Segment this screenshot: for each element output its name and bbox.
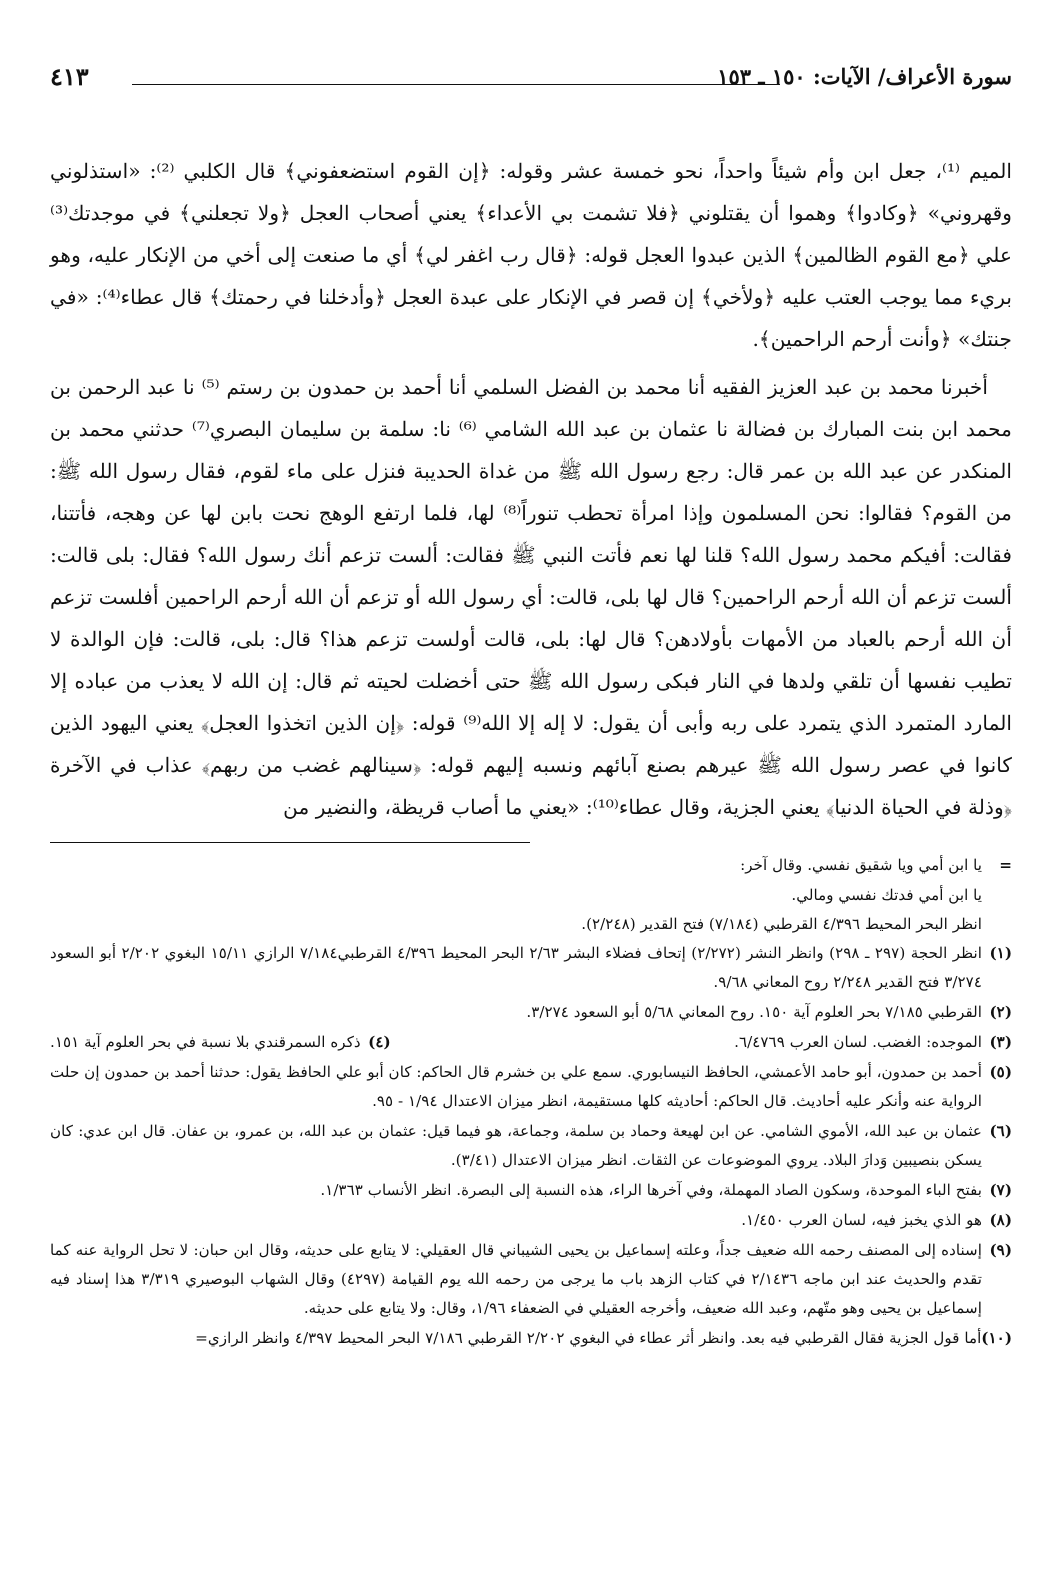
footnote-label: (٩) <box>989 1241 1012 1259</box>
footnote-divider <box>50 842 530 843</box>
footnote-text: إسناده إلى المصنف رحمه الله ضعيف جداً، وعلته إسماعيل بن يحيى الشيباني قال العقيلي: لا يتابع على حديثه، وقال ابن حبان: لا تحل الرواية عنه كما تقدم والحديث عند ابن ماجه ٢/١٤٣٦ في كتاب الزهد باب ما يرجى من رحمه الله يوم القيامة (٤٢٩٧) وقال الشهاب البوصيري ٣/٣١٩ هذا إسناد فيه إسماعيل بن يحيى وهو متّهم، وعبد الله ضعيف، وأخرجه العقيلي في الضعفاء ١/٩٦، وقال: ولا يتابع على حديثه. <box>50 1241 982 1317</box>
footnote-9 <box>50 1236 1012 1323</box>
running-title: سورة الأعراف/ الآيات: ١٥٠ ـ ١٥٣ <box>717 64 1012 89</box>
footnote-label: (٨) <box>989 1211 1012 1229</box>
footnote-label: (٤) <box>368 1033 391 1051</box>
footnote-text: القرطبي ٧/١٨٥ بحر العلوم آية ١٥٠. روح المعاني ٥/٦٨ أبو السعود ٣/٢٧٤. <box>526 1003 982 1021</box>
footnote-text: انظر الحجة (٢٩٧ ـ ٢٩٨) وانظر النشر (٢/٢٧٢) إتحاف فضلاء البشر ٢/٦٣ البحر المحيط ٤/٣٩٦ القرطبي٧/١٨٤ الرازي ١٥/١١ البغوي ٢/٢٠٢ أبو السعود ٣/٢٧٤ فتح القدير ٢/٢٤٨ روح المعاني ٩/٦٨. <box>50 944 983 991</box>
footnote-3 <box>734 1028 1012 1057</box>
footnote-label: (٦) <box>989 1122 1012 1140</box>
footnote-line: يا ابن أمي فدتك نفسي ومالي. <box>791 886 982 904</box>
page-number: ٤١٣ <box>50 62 89 91</box>
footnote-text: أحمد بن حمدون، أبو حامد الأعمشي، الحافظ النيسابوري. سمع علي بن خشرم قال الحاكم: كان أبو علي الحافظ يقول: حدثنا أحمد بن حمدون إن حلت الرواية عنه وأنكر عليه أحاديث. قال الحاكم: أحاديثه كلها مستقيمة، انظر ميزان الاعتدال ١/٩٤ - ٩٥. <box>50 1063 982 1110</box>
footnote-10 <box>50 1324 1012 1353</box>
footnote-pair-3-4 <box>50 1028 1012 1057</box>
footnote-label: = <box>999 856 1012 874</box>
footnote-label: (٥) <box>989 1063 1012 1081</box>
footnote-label: (٢) <box>989 1003 1012 1021</box>
footnote-continuation <box>50 851 1012 880</box>
footnote-label: (٣) <box>989 1033 1012 1051</box>
footnote-1 <box>50 939 1012 997</box>
footnote-text: الموجده: الغضب. لسان العرب ٦/٤٧٦٩. <box>734 1033 982 1051</box>
footnote-text: بفتح الباء الموحدة، وسكون الصاد المهملة، وفي آخرها الراء، هذه النسبة إلى البصرة. انظر الأنساب ١/٣٦٣. <box>320 1181 982 1199</box>
footnote-6 <box>50 1117 1012 1175</box>
footnote-label: (٧) <box>989 1181 1012 1199</box>
main-text <box>50 150 1012 828</box>
paragraph: الميم ⁽¹⁾، جعل ابن وأم شيئاً واحداً، نحو خمسة عشر وقوله: ﴿إن القوم استضعفوني﴾ قال الكلبي ⁽²⁾: «استذلوني وقهروني» ﴿وكادوا﴾ وهموا أن يقتلوني ﴿فلا تشمت بي الأعداء﴾ يعني أصحاب العجل ﴿ولا تجعلني﴾ في موجدتك⁽³⁾ علي ﴿مع القوم الظالمين﴾ الذين عبدوا العجل قوله: ﴿قال رب اغفر لي﴾ أي ما صنعت إلى أخي من الإنكار عليه، وهو بريء مما يوجب العتب عليه ﴿ولأخي﴾ إن قصر في الإنكار على عبدة العجل ﴿وأدخلنا في رحمتك﴾ قال عطاء⁽⁴⁾: «في جنتك» ﴿وأنت أرحم الراحمين﴾. <box>50 159 1012 351</box>
footnote-8 <box>50 1206 1012 1235</box>
footnotes <box>50 851 1012 1353</box>
book-page <box>50 62 1012 1354</box>
footnote-7 <box>50 1176 1012 1205</box>
footnote-4 <box>50 1028 391 1057</box>
paragraph: أخبرنا محمد بن عبد العزيز الفقيه أنا محمد بن الفضل السلمي أنا أحمد بن حمدون بن رستم ⁽⁵⁾ نا عبد الرحمن بن محمد ابن بنت المبارك بن فضالة نا عثمان بن عبد الله الشامي ⁽⁶⁾ نا: سلمة بن سليمان البصري⁽⁷⁾ حدثني محمد بن المنكدر عن عبد الله بن عمر قال: رجع رسول الله ﷺ من غداة الحديبة فنزل على ماء لقوم، فقال رسول الله ﷺ: من القوم؟ فقالوا: نحن المسلمون وإذا امرأة تحطب تنوراً⁽⁸⁾ لها، فلما ارتفع الوهج نحت بابن لها عن وهجه، فأتتنا، فقالت: أفيكم محمد رسول الله؟ قلنا لها نعم فأتت النبي ﷺ فقالت: ألست تزعم أنك رسول الله؟ فقال: بلى قالت: ألست تزعم أن الله أرحم الراحمين؟ قال لها بلى، قالت: أي رسول الله أو تزعم أن الله أرحم الراحمين أفلست تزعم أن الله أرحم بالعباد من الأمهات بأولادهن؟ قال لها: بلى، قالت أولست تزعم هذا؟ قال: بلى، قالت: فإن الوالدة لا تطيب نفسها أن تلقي ولدها في النار فبكى رسول الله ﷺ حتى أخضلت لحيته ثم قال: إن الله لا يعذب من عباده إلا المارد المتمرد الذي يتمرد على ربه وأبى أن يقول: لا إله إلا الله⁽⁹⁾ قوله: ﴿إن الذين اتخذوا العجل﴾ يعني اليهود الذين كانوا في عصر رسول الله ﷺ عيرهم بصنع آبائهم ونسبه إليهم قوله: ﴿سينالهم غضب من ربهم﴾ عذاب في الآخرة ﴿وذلة في الحياة الدنيا﴾ يعني الجزية، وقال عطاء⁽¹⁰⁾: «يعني ما أصاب قريظة، والنضير من <box>50 375 1013 819</box>
footnote-5 <box>50 1058 1012 1116</box>
footnote-label: (١) <box>989 944 1012 962</box>
footnote-text: عثمان بن عبد الله، الأموي الشامي. عن ابن لهيعة وحماد بن سلمة، وجماعة، هو فيما قيل: عثمان بن عبد الله، بن عمرو، بن عفان. قال ابن عدي: كان يسكن بنصيبين وَدارَ البلاد. يروي الموضوعات عن الثقات. انظر ميزان الاعتدال (٣/٤١). <box>50 1122 982 1169</box>
header-rule <box>132 84 780 85</box>
footnote-line: انظر البحر المحيط ٤/٣٩٦ القرطبي (٧/١٨٤) فتح القدير (٢/٢٤٨). <box>581 915 982 933</box>
footnote-text: يا ابن أمي ويا شقيق نفسي. وقال آخر: <box>740 856 982 874</box>
footnote-text: ذكره السمرقندي بلا نسبة في بحر العلوم آية ١٥١. <box>50 1033 361 1051</box>
footnote-label: (١٠) <box>981 1329 1012 1347</box>
footnote-2 <box>50 998 1012 1027</box>
footnote-text: أما قول الجزية فقال القرطبي فيه بعد. وانظر أثر عطاء في البغوي ٢/٢٠٢ القرطبي ٧/١٨٦ البحر المحيط ٤/٣٩٧ وانظر الرازي= <box>195 1329 982 1347</box>
footnote-text: هو الذي يخبز فيه، لسان العرب ١/٤٥٠. <box>741 1211 982 1229</box>
page-header <box>50 62 1012 98</box>
